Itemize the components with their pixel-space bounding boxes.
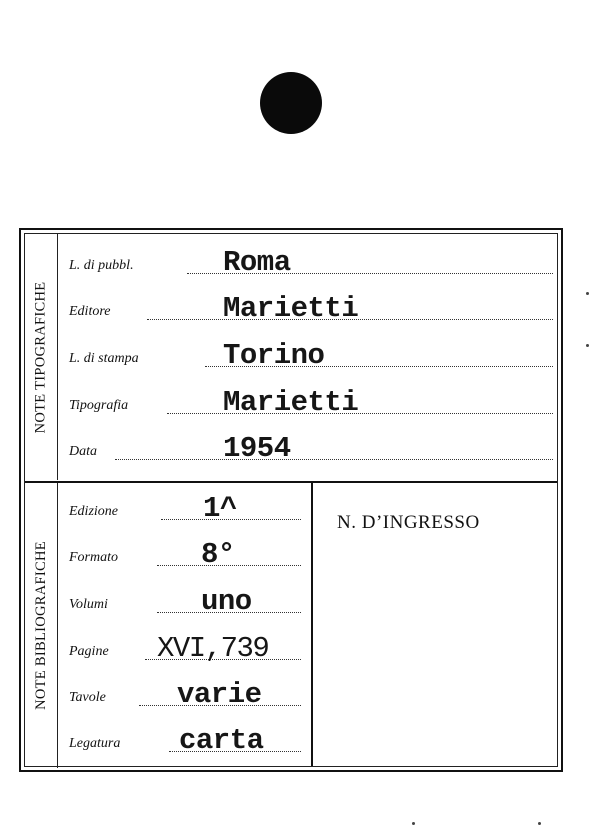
field-label: Editore: [69, 304, 111, 319]
field-formato: [65, 532, 305, 572]
field-value: 8°: [201, 538, 235, 571]
dust-speck: [586, 344, 589, 347]
field-value: Marietti: [223, 386, 359, 419]
field-tipografia: [65, 380, 555, 420]
dust-speck: [538, 822, 541, 825]
field-value: Roma: [223, 246, 291, 279]
dotted-line: [115, 459, 553, 460]
field-label: Formato: [69, 550, 118, 565]
field-luogo-stampa: [65, 333, 555, 373]
field-value: Torino: [223, 339, 325, 372]
field-label: Tipografia: [69, 398, 129, 413]
field-label: Legatura: [69, 736, 121, 751]
ingresso-label: N. D’INGRESSO: [337, 512, 480, 533]
dust-speck: [412, 822, 415, 825]
field-label: L. di pubbl.: [69, 258, 134, 273]
field-value: 1954: [223, 432, 291, 465]
dust-speck: [586, 292, 589, 295]
catalog-card: [19, 228, 563, 772]
section-label-tipografiche: NOTE TIPOGRAFICHE: [25, 234, 58, 480]
punch-hole: [260, 72, 322, 134]
field-tavole: [65, 672, 305, 712]
field-edizione: [65, 486, 305, 526]
column-divider: [311, 483, 313, 766]
field-label: Tavole: [69, 690, 106, 705]
field-label: Volumi: [69, 597, 108, 612]
field-luogo-pubblicazione: [65, 240, 555, 280]
field-value: uno: [201, 585, 252, 618]
section-divider: [25, 481, 557, 483]
field-label: Data: [69, 444, 97, 459]
section-label-bibliografiche: NOTE BIBLIOGRAFICHE: [25, 482, 58, 768]
field-value: XVI,739: [157, 632, 269, 665]
field-label: Edizione: [69, 504, 118, 519]
field-value: carta: [179, 724, 264, 757]
field-value: varie: [177, 678, 262, 711]
field-pagine: [65, 626, 305, 666]
field-editore: [65, 286, 555, 326]
field-legatura: [65, 718, 305, 758]
field-value: Marietti: [223, 292, 359, 325]
field-value: 1^: [203, 492, 237, 525]
field-volumi: [65, 579, 305, 619]
field-label: L. di stampa: [69, 351, 139, 366]
field-data: [65, 426, 555, 466]
field-label: Pagine: [69, 644, 109, 659]
